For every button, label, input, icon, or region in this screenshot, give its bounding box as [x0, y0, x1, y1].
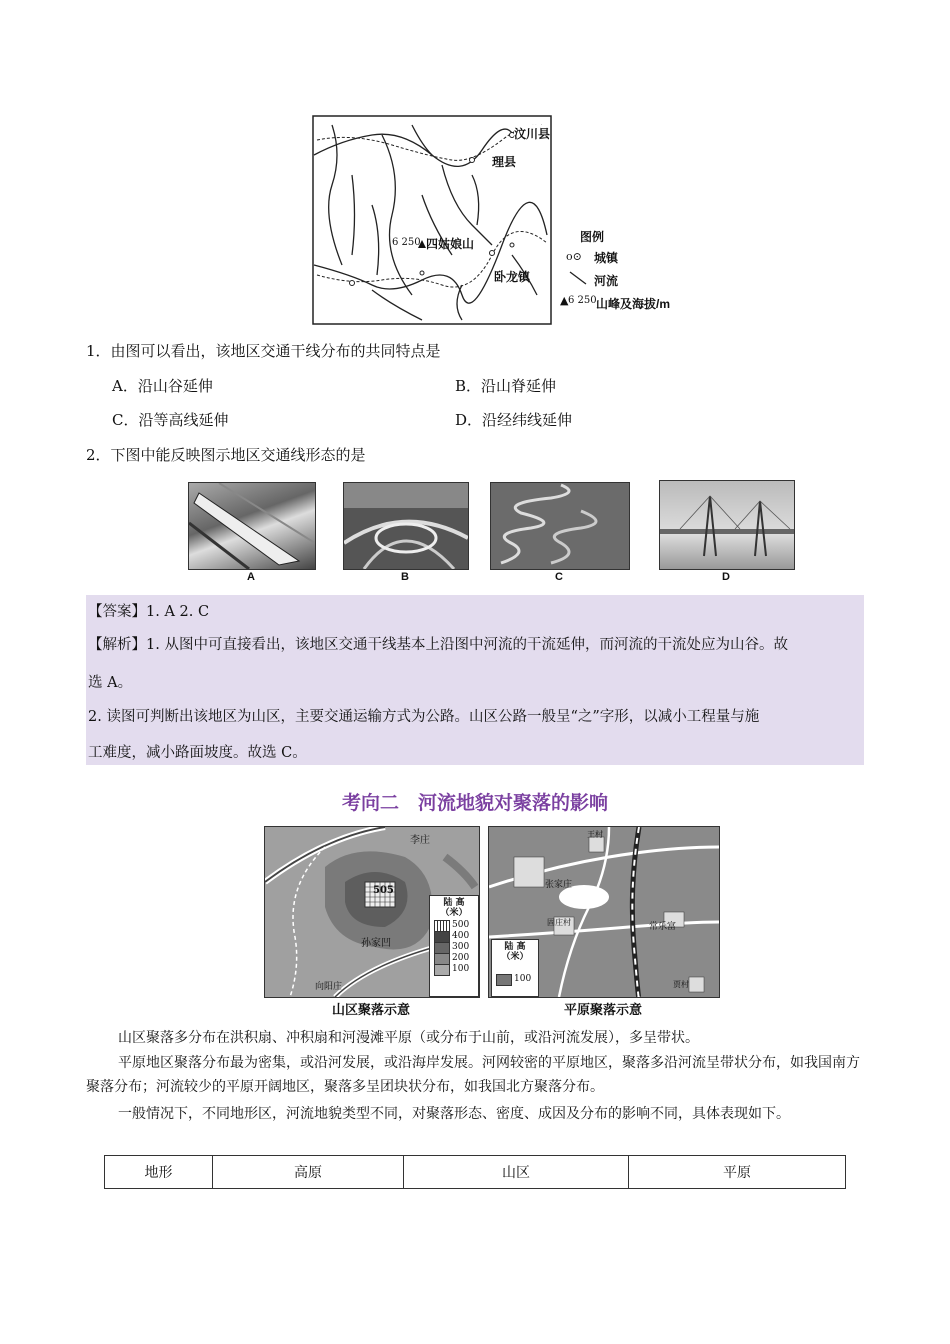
header-cell: 地形 — [105, 1156, 213, 1189]
label-zhangjiazhuang: 张家庄 — [545, 880, 573, 890]
header-cell: 山区 — [404, 1156, 629, 1189]
river-icon — [568, 270, 588, 286]
photo-c-switchback[interactable] — [490, 482, 630, 570]
level-200: 200 — [452, 953, 470, 963]
label-lixian: 理县 — [492, 155, 517, 169]
q1-option-c[interactable]: C．沿等高线延伸 — [112, 411, 229, 429]
level-100: 100 — [452, 964, 470, 974]
terrain-table — [104, 1155, 846, 1189]
photo-d-bridge[interactable] — [659, 480, 795, 570]
plain-settlement-map — [488, 826, 720, 998]
photo-b-interchange[interactable] — [343, 482, 469, 570]
level-500: 500 — [452, 920, 470, 930]
legend-peak: 山峰及海拔/m — [596, 297, 671, 311]
label-changlefu: 常乐富 — [649, 922, 677, 932]
q1-option-a[interactable]: A．沿山谷延伸 — [112, 377, 213, 395]
label-elevation: 6 250 — [392, 237, 421, 248]
explanation-line-2: 选 A。 — [88, 675, 133, 691]
map1-legend — [560, 228, 690, 318]
bridge-icon — [660, 481, 794, 569]
explanation-line-3: 2. 读图可判断出该地区为山区，主要交通运输方式为公路。山区公路一般呈“之”字形，以减小工程量与施 — [88, 709, 760, 725]
town-icon: o⊙ — [566, 250, 582, 263]
legend-peak-elev: 6 250 — [568, 295, 597, 306]
label-wolong: 卧龙镇 — [494, 270, 531, 284]
q1-option-d[interactable]: D．沿经纬线延伸 — [455, 411, 573, 429]
level-400: 400 — [452, 931, 470, 941]
label-jiacun: 贾村 — [673, 980, 689, 989]
label-sigu: 四姑娘山 — [426, 237, 475, 251]
q1-option-b[interactable]: B．沿山脊延伸 — [455, 377, 557, 395]
photo-a-maglev[interactable] — [188, 482, 316, 570]
explanation-line-4: 工难度，减小路面坡度。故选 C。 — [88, 745, 307, 761]
peak-icon: ▲ — [560, 294, 569, 307]
question-2-stem: 2．下图中能反映图示地区交通线形态的是 — [86, 446, 366, 464]
plain-level-swatch — [496, 974, 512, 986]
mountain-map-caption: 山区聚落示意 — [331, 1002, 410, 1017]
train-icon — [189, 483, 315, 569]
traffic-map — [312, 115, 552, 325]
traffic-map-svg — [312, 115, 552, 325]
label-lizhuang: 李庄 — [410, 835, 430, 846]
photo-label-b: B — [401, 571, 409, 583]
level-300: 300 — [452, 942, 470, 952]
paragraph-general: 一般情况下，不同地形区，河流地貌类型不同，对聚落形态、密度、成因及分布的影响不同，具体表现如下。 — [118, 1106, 790, 1122]
paragraph-plain: 平原地区聚落分布最为密集，或沿河发展，或沿海岸发展。河网较密的平原地区，聚落多沿河流呈带状分布，如我国南方聚落分布；河流较少的平原开阔地区，聚落多呈团块状分布，如我国北方聚落分布。 — [86, 1055, 860, 1095]
mountain-legend — [429, 895, 479, 997]
level-100-swatch — [434, 964, 450, 976]
zigzag-road-icon — [491, 483, 629, 569]
table-header-row — [105, 1156, 846, 1189]
label-xiangyangzhuang: 向阳庄 — [315, 982, 343, 992]
peak-elevation-label: 505 — [373, 885, 394, 896]
plain-legend-title: 陆 高 （米） — [501, 942, 529, 962]
interchange-icon — [344, 483, 468, 569]
answer-line: 【答案】1. A 2. C — [88, 604, 210, 620]
plain-legend — [491, 939, 539, 997]
photo-label-d: D — [722, 571, 730, 583]
header-cell: 高原 — [213, 1156, 404, 1189]
label-wangcun: 王村 — [587, 830, 603, 839]
section-title: 考向二 河流地貌对聚落的影响 — [341, 792, 608, 814]
question-1-stem: 1．由图可以看出，该地区交通干线分布的共同特点是 — [86, 342, 441, 360]
legend-river: 河流 — [594, 274, 619, 288]
plain-map-caption: 平原聚落示意 — [563, 1002, 642, 1017]
legend-town: 城镇 — [594, 251, 619, 265]
photo-label-a: A — [247, 571, 255, 583]
explanation-line-1: 【解析】1. 从图中可直接看出，该地区交通干线基本上沿图中河流的干流延伸，而河流的干流处应为山谷。故 — [88, 637, 788, 653]
mountain-settlement-map — [264, 826, 480, 998]
answer-box — [86, 595, 864, 765]
mountain-legend-title: 陆 高 （米） — [440, 898, 468, 918]
label-guxiangcun: 固庄村 — [547, 918, 571, 927]
label-wenchuan: 汶川县 — [514, 127, 551, 141]
photo-label-c: C — [555, 571, 563, 583]
plain-level-100: 100 — [514, 974, 532, 984]
label-sunjiaao: 孙家凹 — [361, 938, 391, 949]
paragraph-mountain: 山区聚落多分布在洪积扇、冲积扇和河漫滩平原（或分布于山前，或沿河流发展），多呈带状。 — [118, 1030, 699, 1046]
header-cell: 平原 — [629, 1156, 846, 1189]
legend-title: 图例 — [580, 230, 605, 244]
